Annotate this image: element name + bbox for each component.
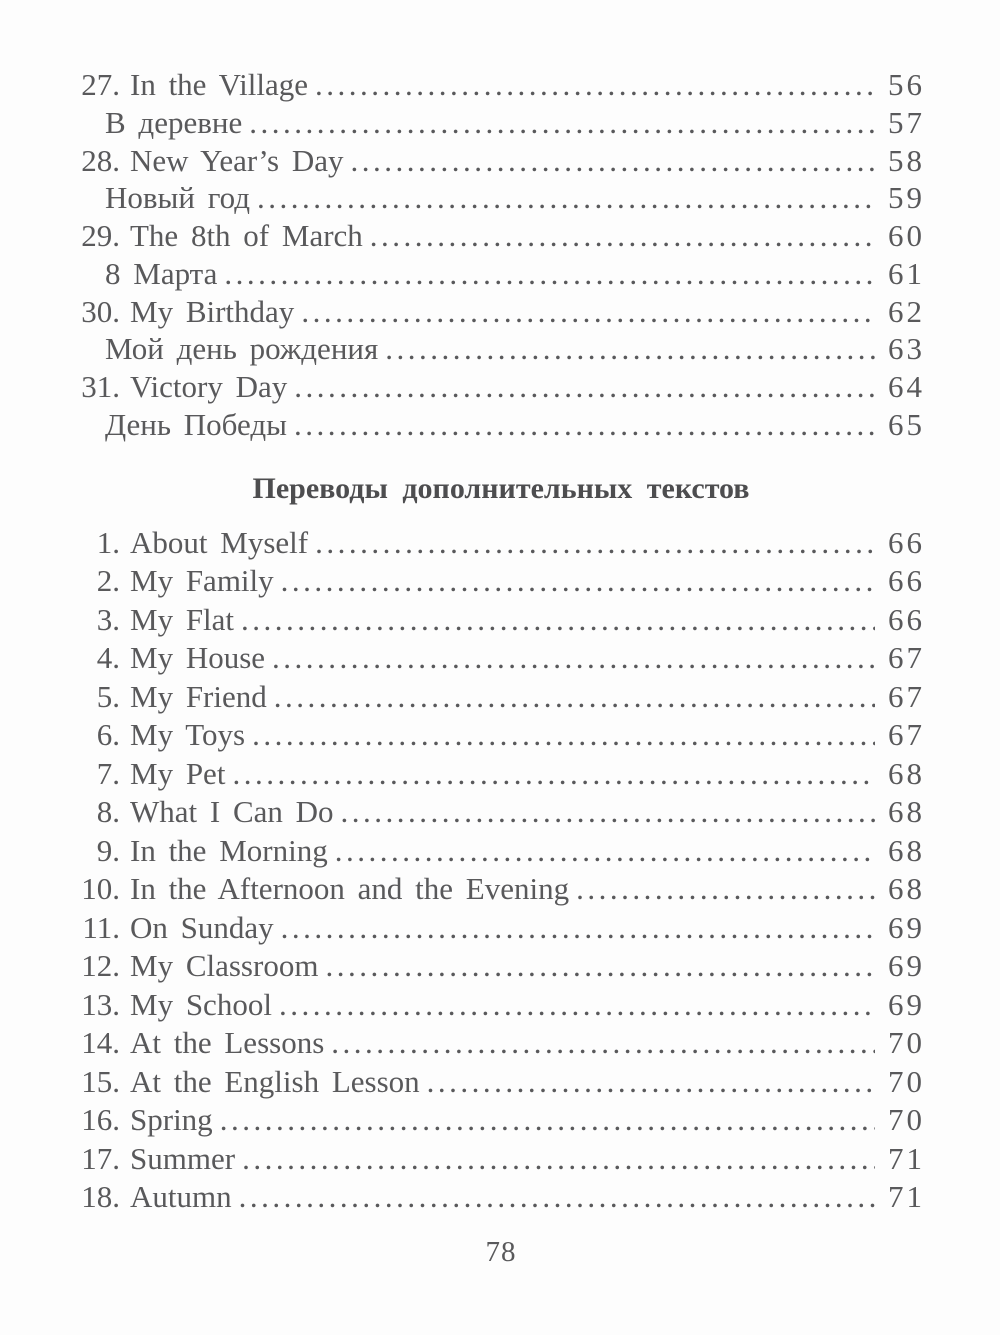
entry-title: At the English Lesson bbox=[130, 1063, 420, 1099]
entry-title: My Flat bbox=[130, 601, 235, 637]
toc-entry-row bbox=[80, 293, 925, 331]
entry-page: 66 bbox=[888, 524, 925, 560]
entry-title: Мой день рождения bbox=[105, 331, 379, 367]
entry-number: 6. bbox=[96, 717, 120, 752]
entry-number: 18. bbox=[81, 1179, 120, 1214]
entry-number: 5. bbox=[96, 678, 120, 714]
toc-entry-row bbox=[80, 1063, 925, 1102]
entry-title: At the Lessons bbox=[130, 1025, 325, 1060]
dot-leader bbox=[294, 406, 875, 444]
entry-number: 11. bbox=[82, 909, 120, 945]
entry-title: My Toys bbox=[130, 717, 246, 752]
entry-number: 7. bbox=[96, 755, 120, 791]
entry-number: 8. bbox=[96, 794, 120, 829]
dot-leader bbox=[325, 947, 875, 986]
entry-title: Summer bbox=[130, 1140, 236, 1176]
entry-number: 1. bbox=[96, 524, 120, 560]
entry-page: 67 bbox=[888, 678, 925, 714]
dot-leader bbox=[274, 678, 875, 717]
toc-section-translations bbox=[80, 524, 925, 1217]
dot-leader bbox=[220, 1101, 875, 1140]
dot-leader bbox=[281, 562, 875, 601]
section-heading: Переводы дополнительных текстов bbox=[252, 471, 750, 505]
toc-entry-row bbox=[80, 1024, 925, 1063]
toc-entry-row bbox=[80, 947, 925, 986]
entry-page: 70 bbox=[888, 1102, 925, 1137]
toc-entry-row bbox=[80, 639, 925, 678]
dot-leader bbox=[331, 1024, 875, 1063]
entry-page: 67 bbox=[888, 717, 925, 752]
toc-entry-row bbox=[80, 1178, 925, 1217]
entry-title: What I Can Do bbox=[130, 794, 334, 829]
toc-entry-row bbox=[80, 1140, 925, 1179]
dot-leader bbox=[350, 142, 875, 180]
entry-title: Spring bbox=[130, 1102, 213, 1137]
entry-number: 13. bbox=[81, 986, 120, 1022]
toc-entry-row bbox=[80, 562, 925, 601]
entry-number: 28. bbox=[81, 142, 120, 178]
toc-entry-row-translation bbox=[80, 104, 925, 142]
entry-title: My Family bbox=[130, 563, 274, 598]
entry-page: 57 bbox=[888, 104, 925, 140]
toc-entry-row bbox=[80, 368, 925, 406]
dot-leader bbox=[272, 639, 875, 678]
dot-leader bbox=[252, 716, 875, 755]
entry-number: 16. bbox=[81, 1102, 120, 1137]
entry-number: 4. bbox=[96, 640, 120, 675]
dot-leader bbox=[301, 293, 875, 331]
dot-leader bbox=[315, 66, 875, 104]
entry-page: 68 bbox=[888, 871, 925, 906]
toc-entry-row bbox=[80, 986, 925, 1025]
entry-title: The 8th of March bbox=[130, 218, 363, 253]
entry-title: Victory Day bbox=[130, 369, 288, 404]
dot-leader bbox=[281, 909, 875, 948]
toc-entry-row-translation bbox=[80, 330, 925, 368]
entry-number: 2. bbox=[96, 563, 120, 598]
entry-number: 31. bbox=[81, 369, 120, 404]
dot-leader bbox=[242, 1140, 875, 1179]
entry-page: 61 bbox=[888, 255, 925, 291]
toc-entry-row bbox=[80, 832, 925, 871]
entry-page: 64 bbox=[888, 369, 925, 404]
entry-page: 68 bbox=[888, 794, 925, 829]
entry-page: 71 bbox=[888, 1179, 925, 1214]
entry-number: 27. bbox=[81, 67, 120, 102]
dot-leader bbox=[385, 330, 875, 368]
dot-leader bbox=[257, 179, 875, 217]
toc-entry-row bbox=[80, 716, 925, 755]
entry-page: 68 bbox=[888, 832, 925, 868]
entry-page: 59 bbox=[888, 180, 925, 216]
toc-entry-row bbox=[80, 1101, 925, 1140]
dot-leader bbox=[370, 217, 875, 255]
entry-title: About Myself bbox=[130, 524, 309, 560]
page-footer-number: 78 bbox=[485, 1235, 517, 1268]
dot-leader bbox=[232, 755, 875, 794]
entry-page: 69 bbox=[888, 986, 925, 1022]
dot-leader bbox=[294, 368, 875, 406]
entry-page: 68 bbox=[888, 755, 925, 791]
entry-page: 62 bbox=[888, 293, 925, 329]
entry-page: 69 bbox=[888, 909, 925, 945]
entry-page: 71 bbox=[888, 1140, 925, 1176]
dot-leader bbox=[576, 870, 875, 909]
entry-page: 67 bbox=[888, 640, 925, 675]
toc-section-holidays bbox=[80, 66, 925, 444]
entry-title: My Classroom bbox=[130, 948, 319, 983]
entry-title: My Birthday bbox=[130, 293, 295, 329]
toc-entry-row bbox=[80, 870, 925, 909]
entry-page: 69 bbox=[888, 948, 925, 983]
entry-number: 14. bbox=[81, 1025, 120, 1060]
entry-number: 3. bbox=[96, 601, 120, 637]
toc-entry-row bbox=[80, 678, 925, 717]
entry-number: 29. bbox=[81, 218, 120, 253]
dot-leader bbox=[279, 986, 875, 1025]
toc-entry-row-translation bbox=[80, 179, 925, 217]
toc-entry-row-translation bbox=[80, 406, 925, 444]
entry-page: 70 bbox=[888, 1063, 925, 1099]
dot-leader bbox=[239, 1178, 875, 1217]
entry-number: 30. bbox=[81, 293, 120, 329]
dot-leader bbox=[315, 524, 875, 563]
dot-leader bbox=[249, 104, 875, 142]
entry-title: My Pet bbox=[130, 755, 226, 791]
toc-entry-row bbox=[80, 142, 925, 180]
entry-page: 66 bbox=[888, 601, 925, 637]
entry-title: In the Morning bbox=[130, 832, 328, 868]
toc-entry-row bbox=[80, 66, 925, 104]
entry-title: In the Village bbox=[130, 67, 309, 102]
entry-number: 15. bbox=[81, 1063, 120, 1099]
entry-number: 9. bbox=[96, 832, 120, 868]
dot-leader bbox=[341, 793, 875, 832]
entry-title: New Year’s Day bbox=[130, 142, 344, 178]
entry-title: In the Afternoon and the Evening bbox=[130, 871, 570, 906]
toc-entry-row-translation bbox=[80, 255, 925, 293]
entry-number: 12. bbox=[81, 948, 120, 983]
entry-page: 63 bbox=[888, 331, 925, 367]
entry-title: День Победы bbox=[105, 406, 287, 442]
entry-title: My House bbox=[130, 640, 266, 675]
entry-page: 60 bbox=[888, 218, 925, 253]
entry-title: My School bbox=[130, 986, 272, 1022]
dot-leader bbox=[427, 1063, 875, 1102]
entry-title: 8 Марта bbox=[105, 255, 218, 291]
entry-number: 10. bbox=[81, 871, 120, 906]
entry-page: 66 bbox=[888, 563, 925, 598]
entry-page: 70 bbox=[888, 1025, 925, 1060]
entry-title: On Sunday bbox=[130, 909, 274, 945]
dot-leader bbox=[335, 832, 875, 871]
entry-page: 65 bbox=[888, 406, 925, 442]
entry-title: Новый год bbox=[105, 180, 251, 216]
entry-title: Autumn bbox=[130, 1179, 232, 1214]
toc-entry-row bbox=[80, 793, 925, 832]
toc-entry-row bbox=[80, 601, 925, 640]
dot-leader bbox=[224, 255, 875, 293]
entry-title: В деревне bbox=[105, 104, 243, 140]
entry-number: 17. bbox=[81, 1140, 120, 1176]
dot-leader bbox=[241, 601, 875, 640]
entry-page: 58 bbox=[888, 142, 925, 178]
toc-entry-row bbox=[80, 524, 925, 563]
toc-entry-row bbox=[80, 217, 925, 255]
toc-entry-row bbox=[80, 909, 925, 948]
toc-entry-row bbox=[80, 755, 925, 794]
entry-page: 56 bbox=[888, 67, 925, 102]
entry-title: My Friend bbox=[130, 678, 267, 714]
